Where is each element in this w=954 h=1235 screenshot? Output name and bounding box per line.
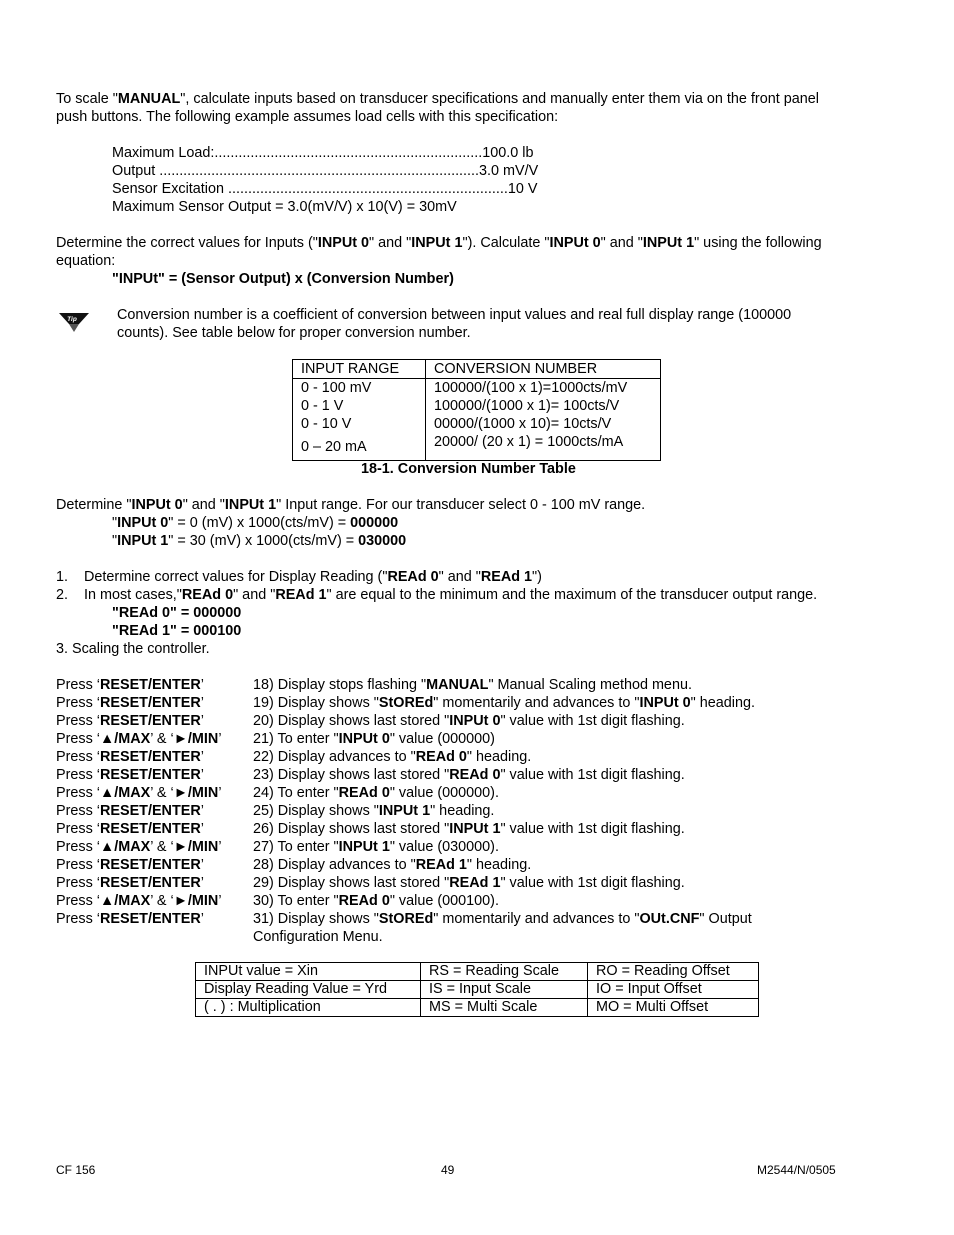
table-caption: 18-1. Conversion Number Table	[361, 461, 576, 477]
press-instruction: Press ‘▲/MAX’ & ‘►/MIN’	[56, 839, 222, 855]
conv-1v: 100000/(1000 x 1)= 100cts/V	[434, 398, 620, 414]
range-select-line: Determine "INPUt 0" and "INPUt 1" Input range. For our transducer select 0 - 100 mV range.	[56, 497, 646, 513]
step-description: 19) Display shows "StOREd" momentarily and advances to "INPUt 0" heading.	[253, 695, 755, 711]
legend-cell: MO = Multi Offset	[588, 999, 759, 1017]
press-instruction: Press ‘RESET/ENTER’	[56, 767, 204, 783]
table-row	[196, 963, 759, 981]
read-0-value: "REAd 0" = 000000	[112, 605, 242, 621]
press-instruction: Press ‘RESET/ENTER’	[56, 749, 204, 765]
spec-excitation: Sensor Excitation ......................................................................10 V	[112, 181, 538, 197]
step-description: 18) Display stops flashing "MANUAL" Manual Scaling method menu.	[253, 677, 692, 693]
step-description: 22) Display advances to "REAd 0" heading.	[253, 749, 532, 765]
conversion-number-table	[292, 359, 661, 461]
intro-line-1: To scale "MANUAL", calculate inputs based on transducer specifications and manually enter them via on the front panel	[56, 91, 819, 107]
step-description: 20) Display shows last stored "INPUt 0" value with 1st digit flashing.	[253, 713, 685, 729]
table-header-row	[293, 360, 661, 379]
table-row	[196, 999, 759, 1017]
calc-input-1: "INPUt 1" = 30 (mV) x 1000(cts/mV) = 030000	[112, 533, 407, 549]
conv-100mv: 100000/(100 x 1)=1000cts/mV	[434, 380, 628, 396]
range-0-100mv: 0 - 100 mV	[301, 380, 372, 396]
legend-cell: IO = Input Offset	[588, 981, 759, 999]
tip-line-1: Conversion number is a coefficient of conversion between input values and real full display range (100000	[117, 307, 792, 323]
calc-input-0: "INPUt 0" = 0 (mV) x 1000(cts/mV) = 000000	[112, 515, 399, 531]
press-instruction: Press ‘RESET/ENTER’	[56, 875, 204, 891]
input-range-cell	[293, 379, 426, 461]
legend-cell: RO = Reading Offset	[588, 963, 759, 981]
legend-cell: IS = Input Scale	[421, 981, 588, 999]
range-0-20ma: 0 – 20 mA	[301, 439, 367, 455]
step-description: 21) To enter "INPUt 0" value (000000)	[253, 731, 495, 747]
intro-line-2: push buttons. The following example assumes load cells with this specification:	[56, 109, 559, 125]
press-instruction: Press ‘RESET/ENTER’	[56, 857, 204, 873]
step-3: 3. Scaling the controller.	[56, 641, 210, 657]
press-instruction: Press ‘RESET/ENTER’	[56, 911, 204, 927]
press-instruction: Press ‘▲/MAX’ & ‘►/MIN’	[56, 731, 222, 747]
range-0-1v: 0 - 1 V	[301, 398, 344, 414]
step-description: 31) Display shows "StOREd" momentarily and advances to "OUt.CNF" Output	[253, 911, 752, 927]
conv-10v: 00000/(1000 x 10)= 10cts/V	[434, 416, 612, 432]
legend-cell: ( . ) : Multiplication	[196, 999, 421, 1017]
step-description: 23) Display shows last stored "REAd 0" value with 1st digit flashing.	[253, 767, 685, 783]
table-row	[293, 379, 661, 461]
press-instruction: Press ‘RESET/ENTER’	[56, 803, 204, 819]
spec-output: Output ................................................................................3.0 mV/V	[112, 163, 539, 179]
header-input-range: INPUT RANGE	[293, 360, 426, 379]
step-description: 27) To enter "INPUt 1" value (030000).	[253, 839, 499, 855]
determine-inputs-line: Determine the correct values for Inputs ("INPUt 0" and "INPUt 1"). Calculate "INPUt 0" and "INPUt 1" using the following	[56, 235, 822, 251]
press-instruction: Press ‘RESET/ENTER’	[56, 821, 204, 837]
press-instruction: Press ‘RESET/ENTER’	[56, 677, 204, 693]
table-row	[196, 981, 759, 999]
footer-right: M2544/N/0505	[757, 1163, 836, 1177]
footer-left: CF 156	[56, 1163, 96, 1177]
header-conversion-number: CONVERSION NUMBER	[426, 360, 661, 379]
press-instruction: Press ‘▲/MAX’ & ‘►/MIN’	[56, 785, 222, 801]
procedure-last-line-2: Configuration Menu.	[253, 929, 383, 945]
step-description: 30) To enter "REAd 0" value (000100).	[253, 893, 499, 909]
step-description: 24) To enter "REAd 0" value (000000).	[253, 785, 499, 801]
equation: "INPUt" = (Sensor Output) x (Conversion Number)	[112, 271, 454, 287]
tip-icon	[57, 310, 91, 334]
read-1-value: "REAd 1" = 000100	[112, 623, 242, 639]
legend-cell: Display Reading Value = Yrd	[196, 981, 421, 999]
step-1: 1. Determine correct values for Display Reading ("REAd 0" and "REAd 1")	[56, 569, 542, 585]
legend-cell: MS = Multi Scale	[421, 999, 588, 1017]
press-instruction: Press ‘▲/MAX’ & ‘►/MIN’	[56, 893, 222, 909]
step-description: 29) Display shows last stored "REAd 1" value with 1st digit flashing.	[253, 875, 685, 891]
legend-cell: INPUt value = Xin	[196, 963, 421, 981]
determine-inputs-line-2: equation:	[56, 253, 116, 269]
legend-table	[195, 962, 759, 1017]
conversion-number-cell	[426, 379, 661, 461]
spec-max-load: Maximum Load:...................................................................100.0 lb	[112, 145, 534, 161]
press-instruction: Press ‘RESET/ENTER’	[56, 695, 204, 711]
step-2: 2. In most cases,"REAd 0" and "REAd 1" are equal to the minimum and the maximum of the transducer output range.	[56, 587, 818, 603]
tip-icon-label: Tip	[67, 316, 77, 323]
legend-cell: RS = Reading Scale	[421, 963, 588, 981]
press-instruction: Press ‘RESET/ENTER’	[56, 713, 204, 729]
range-0-10v: 0 - 10 V	[301, 416, 352, 432]
conv-20ma: 20000/ (20 x 1) = 1000cts/mA	[434, 434, 624, 450]
tip-line-2: counts). See table below for proper conversion number.	[117, 325, 471, 341]
step-description: 26) Display shows last stored "INPUt 1" value with 1st digit flashing.	[253, 821, 685, 837]
page-number: 49	[441, 1163, 455, 1177]
step-description: 25) Display shows "INPUt 1" heading.	[253, 803, 495, 819]
spec-max-sensor-output: Maximum Sensor Output = 3.0(mV/V) x 10(V) = 30mV	[112, 199, 457, 215]
step-description: 28) Display advances to "REAd 1" heading.	[253, 857, 532, 873]
